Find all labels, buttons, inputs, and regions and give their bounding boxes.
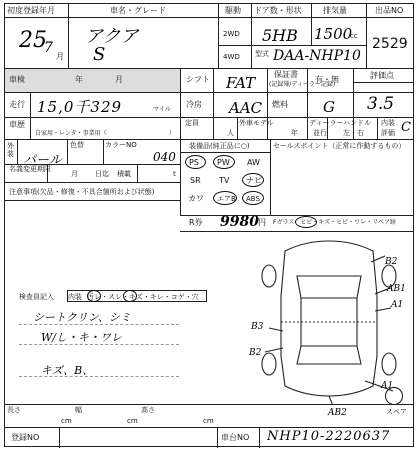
equipment-pw: PW — [217, 158, 230, 167]
inspector-sub-label: 内装 — [68, 293, 82, 301]
model-label: 車名・グレード — [110, 6, 166, 15]
capacity-unit: 人 — [227, 129, 234, 137]
exhibit-label: 出品NO — [375, 6, 404, 15]
warranty-label: 保証書 — [274, 70, 298, 79]
rule — [59, 427, 60, 448]
rule — [30, 117, 31, 139]
mark-a1-right: A1 — [391, 300, 404, 310]
history-label: 車歴 — [9, 120, 25, 129]
inspector-note-1: シートクリン、シミ — [33, 311, 131, 324]
displacement-unit: cc — [350, 32, 358, 40]
inspector-scratch-circle — [123, 290, 137, 302]
equipment-tv: TV — [219, 176, 230, 185]
equipment-pw-circle — [213, 155, 235, 169]
car-wheel-rl — [262, 353, 276, 375]
interior-sub: 評価 — [381, 129, 395, 137]
length-label: 長さ — [7, 406, 21, 414]
inspector-label: 検査員記入 — [19, 293, 54, 301]
name-change-month: 月 — [71, 170, 78, 178]
equipment-ps-circle — [185, 155, 206, 169]
rule — [270, 139, 271, 215]
height-label: 高さ — [141, 406, 155, 414]
rule — [19, 376, 179, 377]
rule — [307, 68, 308, 117]
displacement-value: 1500 — [314, 25, 353, 43]
rule — [307, 117, 308, 139]
ac-label: 冷房 — [186, 100, 202, 109]
mileage-label: 走行 — [9, 100, 25, 109]
mark-pointer — [265, 348, 283, 352]
equipment-sr: SR — [190, 176, 201, 185]
color-no-value: 040 — [153, 150, 176, 164]
grade-label: 評価点 — [370, 71, 394, 80]
car-rear-window — [297, 346, 361, 364]
rule — [5, 182, 180, 183]
car-wheel-fl — [262, 265, 276, 287]
warranty-sub: (記録簿/ディーラー記録) — [269, 81, 336, 88]
history-options: 自家用・レンタ・事業用（ — [35, 130, 107, 137]
load-unit: t — [173, 170, 176, 178]
mark-b2-side: B2 — [249, 348, 262, 358]
grade: S — [93, 44, 106, 65]
history-close: ） — [169, 130, 176, 137]
mark-pointer — [329, 396, 335, 404]
reg-no-label: 登録NO — [11, 433, 40, 442]
r-ticket-unit: 円 — [258, 218, 266, 227]
mileage-unit: マイル — [153, 106, 171, 113]
spare-tire-icon — [385, 387, 403, 405]
car-body-outline — [281, 241, 377, 396]
rule — [5, 117, 413, 118]
rule — [267, 68, 268, 139]
chassis-label: 車台NO — [221, 433, 250, 442]
spare-label: スペア — [386, 408, 407, 416]
rule — [5, 92, 413, 93]
rule — [180, 215, 413, 216]
exhibit-no: 2529 — [372, 36, 408, 52]
rule — [237, 117, 238, 139]
equipment-title: 装備品(純正品に○) — [189, 142, 250, 150]
height-unit: cm — [203, 417, 214, 425]
sales-point-label: セールスポイント（正常に作動するもの） — [273, 142, 406, 150]
capacity-label: 定員 — [185, 119, 199, 127]
fuel-label: 燃料 — [272, 100, 288, 109]
mark-a1-rear: A1 — [381, 381, 394, 391]
name-change-label: 名義変更期限 — [9, 165, 51, 173]
equipment-navi: ナビ — [246, 176, 262, 185]
dealer-label: ディーラー — [309, 119, 344, 127]
equipment-airbag-circle — [213, 191, 237, 205]
color-no-label: カラーNO — [105, 141, 137, 149]
model-type-value: DAA-NHP10 — [273, 48, 361, 64]
rule — [377, 117, 378, 139]
inspector-note-2: W/し・キ・ワレ — [41, 331, 123, 344]
rule — [180, 231, 413, 232]
rule — [5, 17, 413, 18]
rule — [5, 427, 413, 428]
shift-value: FAT — [226, 74, 256, 92]
warranty-value: 有・無 — [315, 75, 339, 84]
exterior-label: 外装 — [7, 142, 14, 158]
r-ticket-value: 9980 — [220, 214, 259, 230]
rule — [137, 164, 138, 182]
auction-sheet — [4, 3, 414, 447]
month-unit: 月 — [56, 52, 64, 61]
shaken-row-bg — [5, 69, 180, 92]
interior-label: 内装 — [381, 119, 395, 127]
rule — [251, 4, 252, 68]
glass-note: Fガラス ヒビ・キズ・ヒビ・ワレ・リペア跡 — [273, 219, 397, 226]
rule — [30, 92, 31, 117]
rule — [311, 4, 312, 45]
drive-4wd: 4WD — [223, 53, 240, 61]
equipment-abs: ABS — [246, 195, 260, 203]
mark-b2-front: B2 — [385, 257, 398, 267]
width-label: 幅 — [75, 406, 82, 414]
mark-ab2: AB2 — [328, 408, 347, 418]
rule — [103, 139, 104, 164]
grade-value: 3.5 — [367, 94, 395, 114]
displacement-label: 排気量 — [323, 6, 347, 15]
interior-value: C — [401, 120, 411, 135]
rule — [5, 200, 180, 201]
width-unit: cm — [127, 417, 138, 425]
mileage-value: 15,0千329 — [37, 98, 123, 116]
rule — [218, 4, 219, 68]
equipment-navi-circle — [242, 173, 264, 187]
car-wheel-rr — [382, 353, 396, 375]
doors-value: 5HB — [262, 26, 298, 45]
inspector-note-3: キズ、B、 — [41, 364, 94, 377]
rule — [366, 4, 367, 68]
ac-value: AAC — [229, 99, 263, 117]
model-type-label: 型式 — [255, 50, 269, 58]
rule — [180, 68, 181, 215]
import-label: 外車モデル — [239, 119, 274, 127]
equipment-airbag: エアB — [217, 195, 236, 203]
shaken-year-label: 年 — [75, 75, 83, 84]
rule — [19, 324, 179, 325]
dealer-sub: 並行 — [313, 129, 327, 137]
rule — [217, 427, 218, 448]
inspector-dirt-circle — [87, 290, 101, 302]
rule — [353, 82, 413, 83]
model-name: アクア — [85, 26, 139, 47]
chassis-value: NHP10-2220637 — [267, 429, 391, 444]
equipment-leather: カワ — [188, 194, 204, 203]
load-label: 積載 — [117, 170, 131, 178]
r-ticket-label: R券 — [189, 218, 203, 227]
rule — [68, 4, 69, 68]
first-reg-month: 7 — [44, 40, 53, 56]
length-unit: cm — [61, 417, 72, 425]
drive-2wd: 2WD — [223, 30, 240, 38]
rule — [5, 404, 413, 405]
rule — [213, 68, 214, 139]
equipment-aw: AW — [247, 158, 260, 167]
equipment-ps: PS — [189, 158, 199, 167]
equipment-abs-circle — [242, 191, 264, 205]
drive-label: 駆動 — [225, 6, 241, 15]
shaken-label: 車検 — [9, 75, 25, 84]
rule — [218, 45, 366, 46]
glass-crack-circle — [295, 216, 317, 228]
shaken-month-label: 月 — [115, 75, 123, 84]
caution-label: 注意事項(欠品・修復・不具合箇所および状態) — [9, 188, 155, 196]
first-reg-year: 25 — [19, 28, 47, 53]
shift-label: シフト — [186, 75, 210, 84]
exterior-value: パール — [23, 153, 62, 168]
rule — [67, 139, 68, 164]
rule — [259, 427, 260, 448]
mark-b3: B3 — [251, 322, 264, 332]
name-change-day: 日迄 — [95, 170, 109, 178]
handle-label: ハンドル — [343, 119, 371, 127]
import-sub: 年 — [291, 129, 298, 137]
car-windshield — [297, 276, 361, 298]
rule — [180, 152, 270, 153]
color-label: 色替 — [70, 141, 84, 149]
rule — [19, 344, 179, 345]
inspector-options: 汚レ・スレ・キズ・キレ・コゲ・穴 — [87, 293, 199, 301]
handle-value: 左・右 — [343, 129, 364, 137]
rule — [17, 139, 18, 164]
doors-label: ドア数・形状 — [254, 6, 302, 15]
fuel-value: G — [323, 98, 335, 116]
first-reg-label: 初度登録年月 — [7, 6, 55, 15]
mark-ab1: AB1 — [387, 284, 406, 294]
